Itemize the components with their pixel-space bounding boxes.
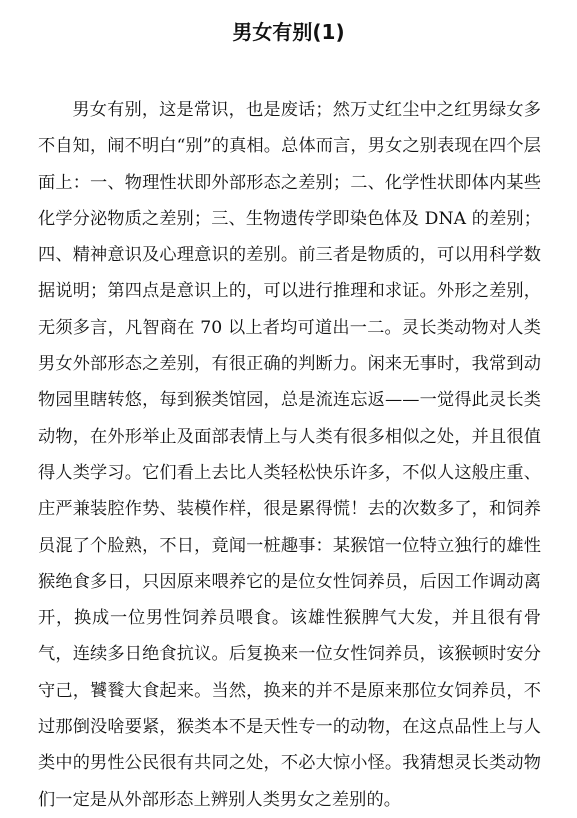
document-title: 男女有别(1) [232,20,345,44]
body-paragraph: 男女有别，这是常识，也是废话；然万丈红尘中之红男绿女多不自知，闹不明白“别”的真相。总体而言，男女之别表现在四个层面上：一、物理性状即外部形态之差别；二、化学性状即体内某些化学分泌物质之差别；三、生物遗传学即染色体及 DNA 的差别；四、精神意识及心理意识的差别。前三者是物质的，可以用科学数据说明；第四点是意识上的，可以进行推理和求证。外形之差别，无须多言，凡智商在 70 以上者均可道出一二。灵长类动物对人类男女外部形态之差别，有很正确的判断力。闲来无事时，我常到动物园里瞎转悠，每到猴类馆园，总是流连忘返——一觉得此灵长类动物，在外形举止及面部表情上与人类有很多相似之处，并且很值得人类学习。它们看上去比人类轻松快乐许多，不似人这般庄重、庄严兼装腔作势、装模作样，很是累得慌！去的次数多了，和饲养员混了个脸熟，不日，竟闻一桩趣事：某猴馆一位特立独行的雄性猴绝食多日，只因原来喂养它的是位女性饲养员，后因工作调动离开，换成一位男性饲养员喂食。该雄性猴脾气大发，并且很有骨气，连续多日绝食抗议。后复换来一位女性饲养员，该猴顿时安分守己，饕餮大食起来。当然，换来的并不是原来那位女饲养员，不过那倒没啥要紧，猴类本不是天性专一的动物，在这点品性上与人类中的男性公民很有共同之处，不必大惊小怪。我猜想灵长类动物们一定是从外部形态上辨别人类男女之差别的。 [38,100,541,810]
